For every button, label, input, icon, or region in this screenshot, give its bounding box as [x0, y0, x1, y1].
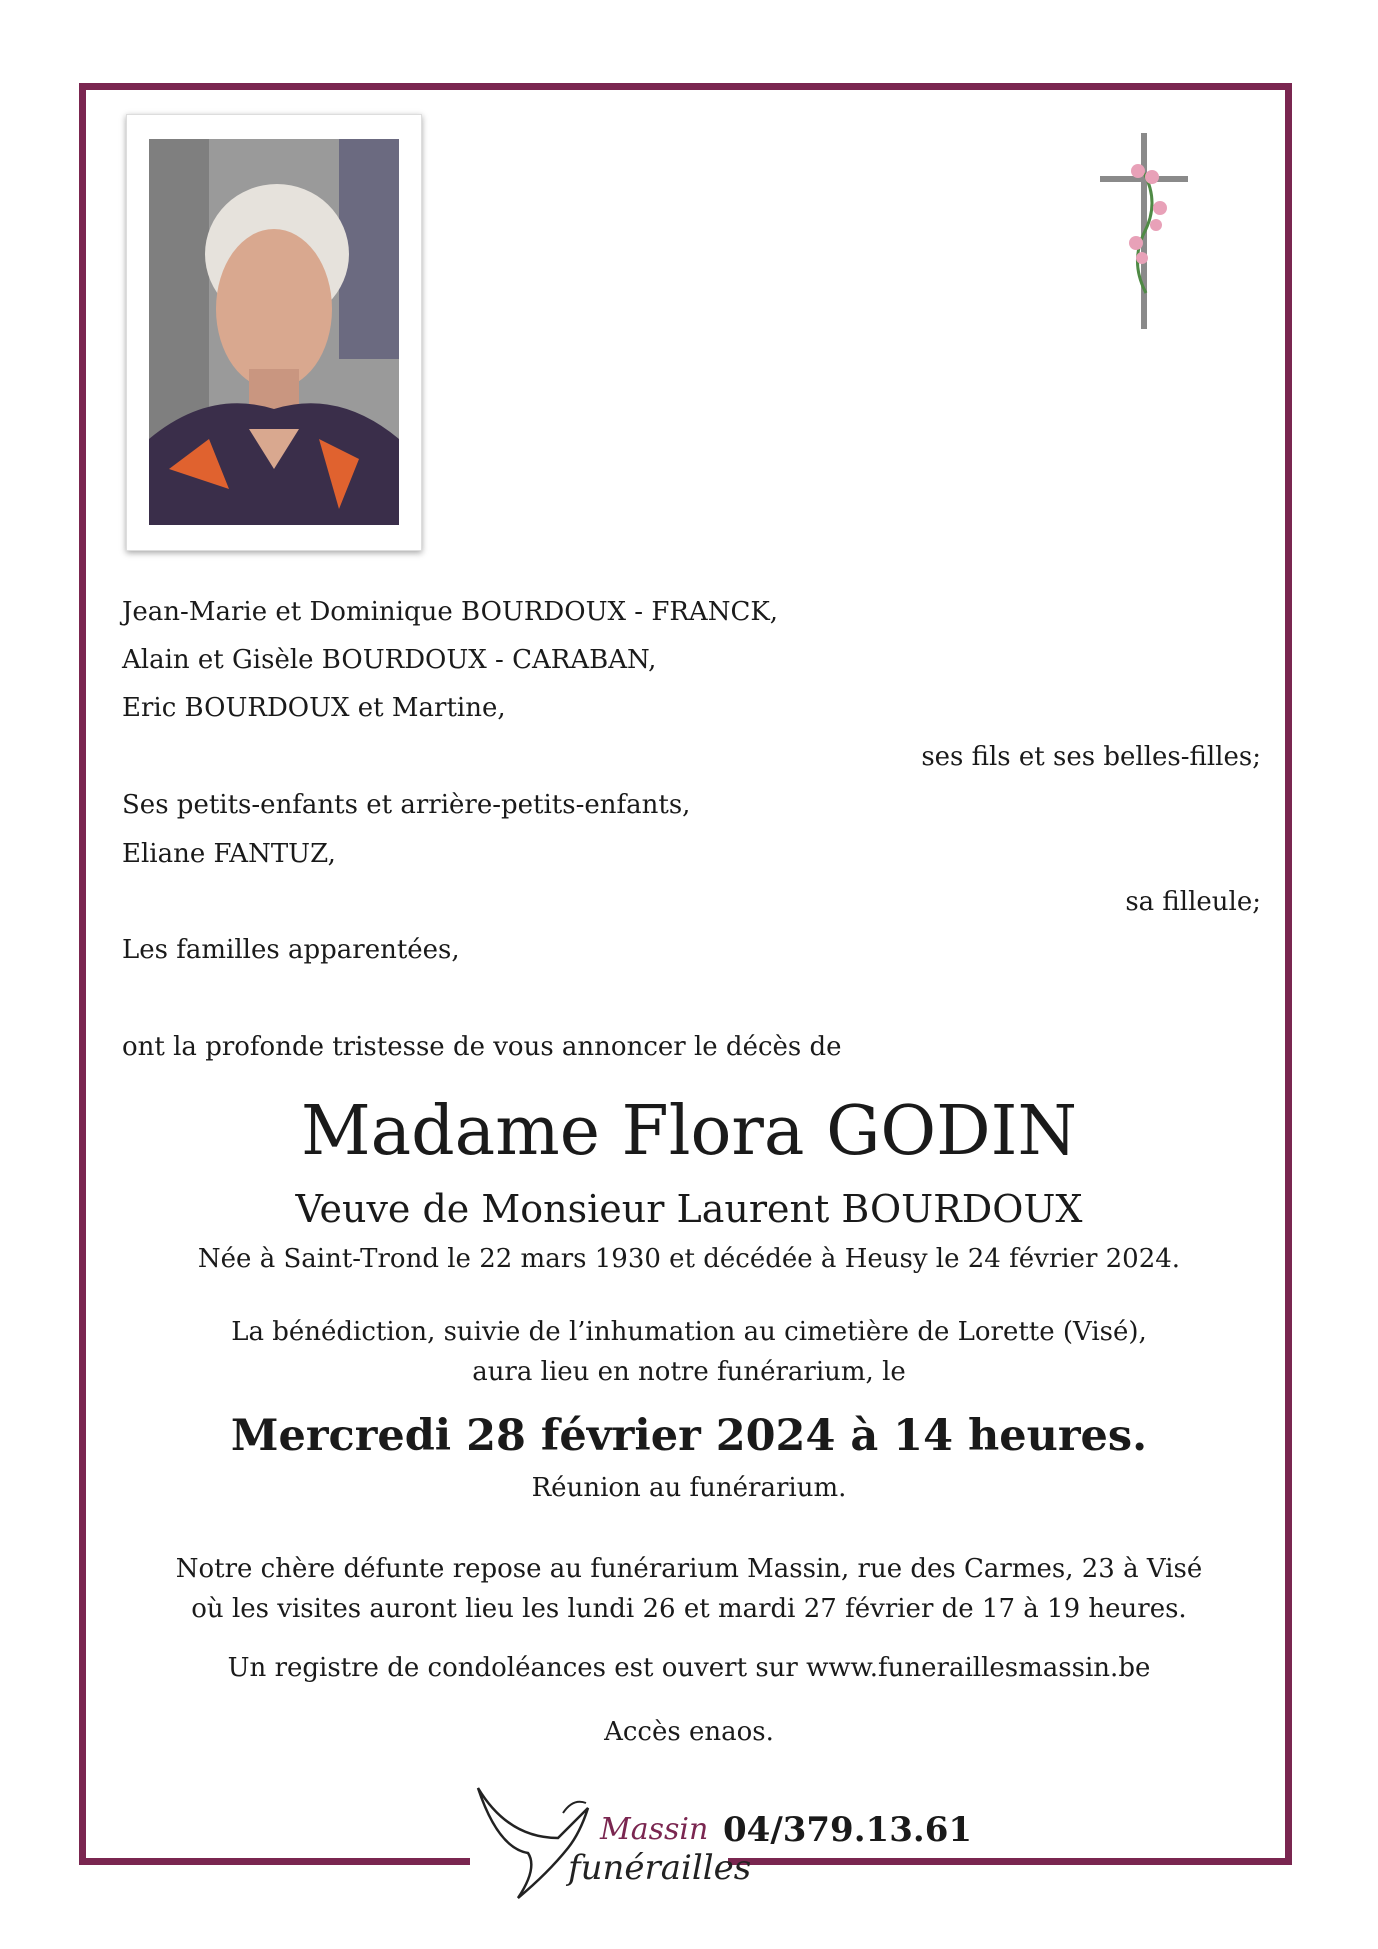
family-line-6: Les familles apparentées,	[122, 935, 460, 965]
portrait-photo	[126, 114, 422, 551]
register-line: Un registre de condoléances est ouvert sur www.funeraillesmassin.be	[227, 1653, 1151, 1683]
visits-line-1: Notre chère défunte repose au funérarium Massin, rue des Carmes, 23 à Visé	[175, 1554, 1203, 1584]
deceased-name: Madame Flora GODIN	[300, 1092, 1078, 1171]
reunion-line: Réunion au funérarium.	[531, 1473, 847, 1503]
phone-number: 04/379.13.61	[723, 1810, 973, 1850]
family-line-2: Alain et Gisèle BOURDOUX - CARABAN,	[122, 645, 657, 675]
family-line-4: Ses petits-enfants et arrière-petits-enfants,	[122, 790, 691, 820]
massin-funerailles-logo	[468, 1778, 752, 1908]
birth-death-line: Née à Saint-Trond le 22 mars 1930 et décédée à Heusy le 24 février 2024.	[197, 1244, 1181, 1274]
ceremony-date: Mercredi 28 février 2024 à 14 heures.	[230, 1411, 1148, 1461]
visits-line-2: où les visites auront lieu les lundi 26 et mardi 27 février de 17 à 19 heures.	[191, 1594, 1187, 1624]
family-line-1: Jean-Marie et Dominique BOURDOUX - FRANCK,	[122, 597, 779, 627]
relation-sons: ses fils et ses belles-filles;	[921, 742, 1261, 772]
widow-line: Veuve de Monsieur Laurent BOURDOUX	[295, 1187, 1083, 1231]
family-line-5: Eliane FANTUZ,	[122, 839, 336, 869]
relation-goddaughter: sa filleule;	[1125, 887, 1261, 917]
logo-massin-text: Massin	[600, 1812, 709, 1847]
access-line: Accès enaos.	[604, 1717, 774, 1747]
announcement-line: ont la profonde tristesse de vous annoncer le décès de	[122, 1032, 842, 1062]
ceremony-line-1: La bénédiction, suivie de l’inhumation au cimetière de Lorette (Visé),	[231, 1317, 1147, 1347]
logo-funerailles-text: funérailles	[568, 1848, 752, 1888]
family-line-3: Eric BOURDOUX et Martine,	[122, 693, 506, 723]
ceremony-line-2: aura lieu en notre funérarium, le	[472, 1357, 906, 1387]
cross-with-flowers-icon	[1100, 133, 1190, 333]
portrait-image	[149, 139, 399, 525]
